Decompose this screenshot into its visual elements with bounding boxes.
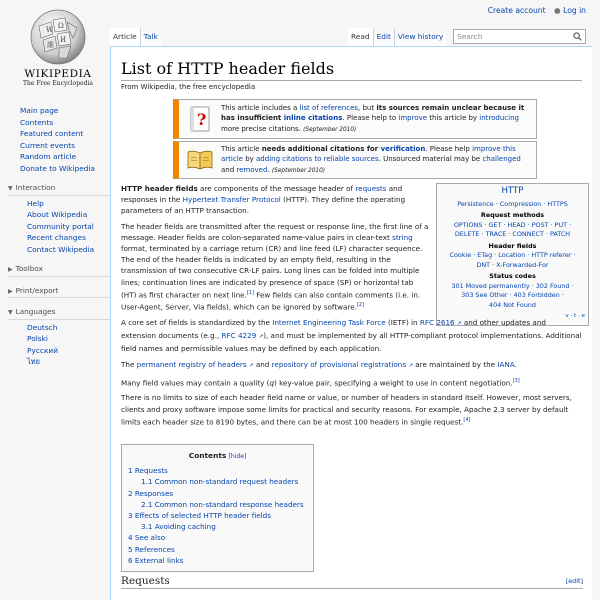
navbox-fields-line[interactable]: Cookie · ETag · Location · HTTP referer ·: [449, 251, 576, 259]
paragraph-registry: [121, 359, 583, 372]
site-tagline: From Wikipedia, the free encyclopedia: [121, 83, 256, 91]
citation-link[interactable]: [2]: [356, 302, 365, 309]
text-run: Few fields can also contain comments (i.e. in. User-Agent, Server, Via fields), which can be ignored by software.: [121, 290, 421, 312]
toc-item[interactable]: 4 See also: [128, 533, 166, 543]
article-body: [121, 183, 583, 431]
tab-view-history[interactable]: View history: [394, 28, 446, 46]
toc-item[interactable]: 1.1 Common non-standard request headers: [141, 477, 299, 487]
toc-title: Contents: [188, 451, 227, 460]
text-run: are maintained by the: [412, 359, 498, 369]
puzzle-globe-icon: [29, 8, 87, 66]
external-link-icon: ↗: [248, 362, 254, 369]
print-export-heading-label: Print/export: [15, 285, 59, 295]
toc-item[interactable]: 2.1 Common non-standard response headers: [141, 499, 304, 509]
search-placeholder: Search: [457, 32, 483, 41]
notice1-date: (September 2010): [303, 126, 357, 133]
text-run: ), and must be implemented by all HTTP-compliant protocol implementations. Additional field names and permissible values may be defined by each application.: [121, 331, 582, 354]
svg-text:Ω: Ω: [58, 22, 64, 30]
interaction-heading[interactable]: [8, 182, 112, 196]
text-run: .: [514, 359, 517, 369]
text-run: Many field values may contain a quality (: [121, 378, 270, 388]
language-link-deutsch[interactable]: Deutsch: [27, 322, 58, 332]
bold-term: HTTP header fields: [121, 184, 198, 193]
sidebar-item-donate[interactable]: Donate to Wikipedia: [20, 163, 96, 173]
verification-link[interactable]: verification: [380, 144, 426, 153]
page-title: List of HTTP header fields: [121, 59, 582, 81]
notice2-text: by: [242, 155, 257, 164]
navbox-methods-line[interactable]: OPTIONS · GET · HEAD · POST · PUT ·: [453, 220, 572, 229]
personal-tools: [482, 6, 586, 15]
inline-citations-link[interactable]: inline citations: [283, 114, 343, 123]
list-of-references-link[interactable]: list of references: [299, 103, 359, 112]
notice2-bold: needs additional citations for: [261, 144, 381, 153]
text-run: There is no limits to size of each header field name or value, or number of headers in standard itself. However, most servers, clients and proxy software impose some limits for practical and security reasons. For example, Apache 2.3 server by default limits each header size to 8190 bytes, and there can be at most 100 headers in single request.: [121, 393, 572, 427]
external-link-icon: ↗: [456, 321, 462, 328]
sidebar-interaction: [8, 182, 112, 255]
svg-text:W: W: [46, 26, 54, 34]
notice1-text: , but: [358, 103, 377, 112]
notice1-text: This article includes a: [221, 103, 300, 112]
paragraph-limits: [121, 392, 583, 427]
paragraph-format: [121, 221, 431, 313]
italic-term: q: [269, 378, 274, 388]
toolbox-heading-label: Toolbox: [15, 264, 43, 273]
chevron-down-icon: ▼: [8, 185, 13, 192]
sidebar-item-contact[interactable]: Contact Wikipedia: [27, 244, 95, 254]
print-export-heading[interactable]: [8, 285, 112, 299]
notice2-text: and: [221, 165, 237, 174]
svg-text:維: 維: [47, 41, 54, 49]
logo-tagline: The Free Encyclopedia: [23, 80, 93, 87]
language-link-thai[interactable]: ไทย: [27, 357, 40, 366]
rfc2616-link[interactable]: RFC 2616: [419, 318, 455, 328]
paragraph-intro: [121, 183, 431, 217]
navbox-status-line[interactable]: 301 Moved permanently · 302 Found ·: [451, 281, 574, 290]
sidebar: [8, 105, 112, 376]
language-link-russian[interactable]: Русский: [27, 345, 59, 355]
reliable-sources-link[interactable]: adding citations to reliable sources: [256, 155, 379, 164]
permanent-registry-link[interactable]: permanent registry of headers: [136, 359, 247, 369]
external-link-icon: ↗: [258, 334, 264, 341]
toc-header: [128, 450, 307, 462]
navbox-vte-links[interactable]: v · t · e: [565, 313, 585, 319]
sidebar-item-random-article[interactable]: Random article: [20, 152, 77, 161]
languages-heading[interactable]: [8, 306, 112, 320]
notice2-date: (September 2010): [271, 167, 326, 174]
paragraph-quality: [121, 376, 583, 389]
iana-link[interactable]: IANA: [497, 359, 515, 369]
search-input[interactable]: [453, 29, 586, 44]
sidebar-item-help[interactable]: Help: [27, 198, 44, 208]
chevron-down-icon: ▼: [8, 309, 13, 316]
sidebar-item-community-portal[interactable]: Community portal: [27, 221, 94, 231]
sidebar-item-main-page[interactable]: Main page: [20, 106, 59, 115]
http-link[interactable]: Hypertext Transfer Protocol: [182, 195, 281, 205]
section-title: Requests: [121, 575, 170, 587]
notice2-text: . Unsourced material may be: [378, 155, 483, 164]
view-tabs: [348, 28, 446, 46]
sidebar-item-about[interactable]: About Wikipedia: [27, 210, 88, 219]
navbox-status-line[interactable]: 404 Not Found: [489, 300, 536, 309]
navbox-title[interactable]: HTTP: [501, 186, 524, 196]
toc-item[interactable]: 2 Responses: [128, 488, 174, 498]
toc-item[interactable]: 3.1 Avoiding caching: [141, 522, 216, 532]
citation-link[interactable]: [1]: [246, 289, 254, 296]
provisional-registry-link[interactable]: repository of provisional registrations: [271, 359, 407, 369]
navbox-features[interactable]: Persistence · Compression · HTTPS: [457, 199, 568, 208]
chevron-right-icon: ▶: [8, 266, 13, 273]
removed-link[interactable]: removed: [236, 165, 268, 174]
question-book-icon: [185, 106, 215, 132]
ietf-link[interactable]: Internet Engineering Task Force: [272, 318, 386, 328]
navbox-heading-fields: Header fields: [488, 241, 537, 250]
table-of-contents: [121, 444, 314, 572]
toc-item[interactable]: 3 Effects of selected HTTP header fields: [128, 511, 271, 521]
citation-link[interactable]: [3]: [512, 377, 520, 384]
notice1-bold: its sources remain unclear because it has insufficient: [221, 103, 525, 123]
toolbox-heading[interactable]: [8, 263, 112, 277]
sidebar-toolbox: [8, 263, 112, 277]
user-icon: ●: [554, 6, 561, 15]
navbox-status-line[interactable]: 303 See Other · 403 Forbidden ·: [461, 291, 564, 299]
text-run: A core set of fields is standardized by the: [121, 318, 273, 328]
languages-heading-label: Languages: [15, 307, 56, 316]
text-run: (IETF) in: [385, 318, 420, 328]
notice2-text: .: [267, 165, 270, 174]
citation-link[interactable]: [4]: [463, 416, 471, 423]
navbox-heading-status: Status codes: [489, 272, 536, 280]
paragraph-standards: [121, 317, 583, 355]
notice-unclear-sources: [173, 99, 537, 139]
language-link-polski[interactable]: Polski: [27, 334, 48, 343]
toc-item[interactable]: 1 Requests: [128, 466, 168, 476]
notice-additional-citations: [173, 141, 537, 179]
toc-item[interactable]: 6 External links: [128, 555, 184, 565]
tab-talk[interactable]: Talk: [140, 28, 161, 46]
rfc4229-link[interactable]: RFC 4229: [221, 331, 257, 341]
text-run: and responses in the: [121, 184, 403, 205]
interaction-heading-label: Interaction: [15, 183, 56, 192]
navbox-fields-line[interactable]: DNT · X-Forwarded-For: [476, 260, 549, 269]
text-run: The header fields are transmitted after the request or response line, the first line of a message. Header fields are colon-separated name-value pairs in clear-text: [121, 221, 429, 242]
sidebar-languages: [8, 306, 112, 368]
challenged-link[interactable]: challenged: [482, 155, 521, 164]
text-run: The: [121, 359, 137, 369]
notice1-text: this article by: [427, 114, 480, 123]
text-run: are components of the message header of: [197, 184, 356, 193]
string-link[interactable]: string: [392, 232, 413, 242]
svg-text:И: И: [60, 36, 67, 44]
text-run: (HTTP). They define the operating parameters of an HTTP transaction.: [121, 195, 406, 216]
tab-edit[interactable]: Edit: [373, 28, 394, 46]
create-account-link[interactable]: Create account: [487, 6, 546, 15]
article-content: [110, 46, 592, 600]
toc-hide-toggle[interactable]: [hide]: [228, 453, 247, 460]
text-run: and other updates and extension documents (e.g.,: [121, 318, 546, 341]
search-icon[interactable]: [573, 32, 582, 41]
sidebar-item-recent-changes[interactable]: Recent changes: [27, 233, 86, 242]
namespace-tabs: [110, 28, 161, 46]
introducing-link[interactable]: introducing: [479, 114, 519, 123]
section-edit-link[interactable]: [edit]: [565, 577, 583, 585]
text-run: and: [253, 359, 272, 369]
notice2-text: This article: [221, 144, 262, 153]
tab-article[interactable]: Article: [110, 28, 140, 46]
logo-wordmark: WIKIPEDIA: [24, 68, 92, 80]
login-link[interactable]: [554, 6, 586, 15]
login-label: Log in: [563, 6, 586, 15]
toc-item[interactable]: 5 References: [128, 544, 175, 554]
improve-link[interactable]: improve: [398, 114, 428, 123]
requests-link[interactable]: requests: [355, 184, 387, 193]
wikipedia-logo[interactable]: [8, 8, 108, 87]
svg-text:?: ?: [197, 110, 207, 129]
chevron-right-icon: ▶: [8, 287, 13, 295]
text-run: format, terminated by a carriage return (CR) and line feed (LF) character sequence. The end of the header fields is indicated by an empty field, resulting in the transmission of two consecutive CR-LF pairs. Long lines can be folded into multiple lines; continuation lines are indicated by presence of space (SP) or horizontal tab (HT) as first character on next line.: [121, 244, 423, 300]
notice2-text: . Please help: [425, 144, 473, 153]
navbox-heading-methods: Request methods: [480, 211, 545, 219]
section-heading-requests: [121, 575, 583, 589]
text-run: ) key-value pair, specifying a weight to use in content negotiation.: [274, 378, 513, 388]
sidebar-print: [8, 285, 112, 299]
sidebar-item-current-events[interactable]: Current events: [20, 140, 76, 150]
external-link-icon: ↗: [408, 362, 413, 369]
sidebar-navigation: [20, 105, 112, 174]
sidebar-item-featured-content[interactable]: Featured content: [20, 129, 84, 138]
navbox-methods-line[interactable]: DELETE · TRACE · CONNECT · PATCH: [454, 230, 571, 238]
open-book-icon: [185, 149, 215, 171]
improve-article-link[interactable]: improve this article: [221, 144, 516, 164]
notice1-text: more precise citations.: [221, 124, 301, 133]
notice1-text: . Please help to: [342, 114, 399, 123]
sidebar-item-contents[interactable]: Contents: [20, 117, 54, 127]
tab-read[interactable]: Read: [348, 28, 373, 46]
